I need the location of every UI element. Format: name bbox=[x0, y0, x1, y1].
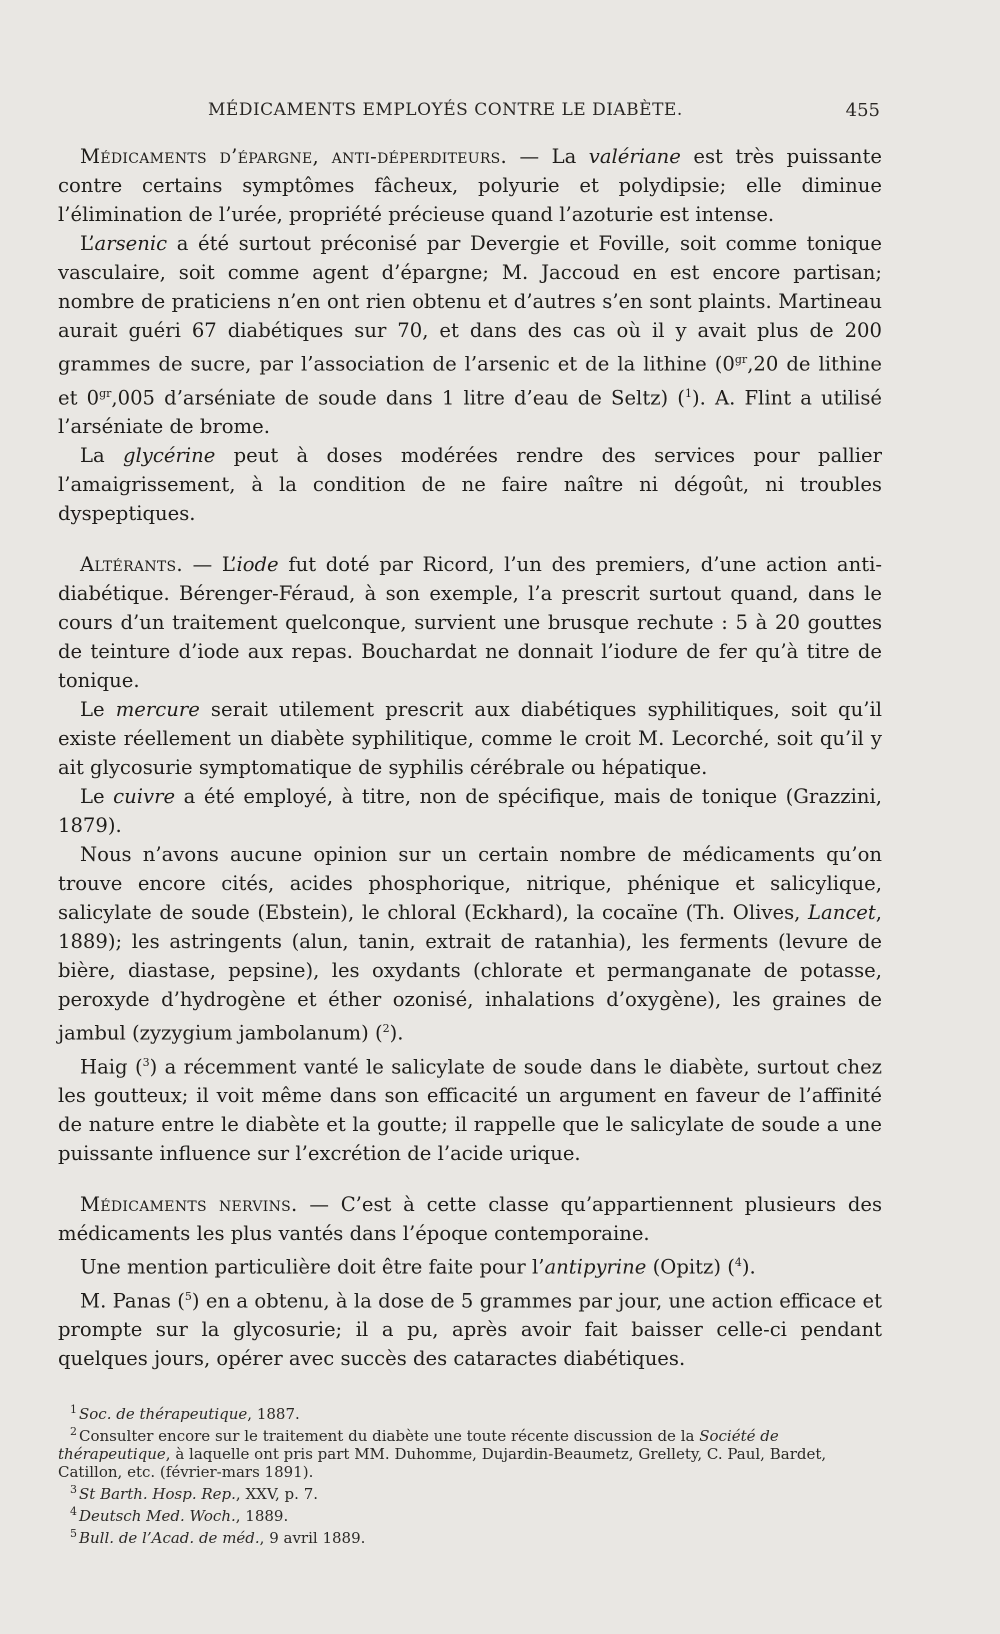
paragraph-medicaments-nervins bbox=[58, 1190, 882, 1248]
term-cuivre: cuivre bbox=[113, 785, 176, 809]
footnote-reference-3: 3 bbox=[142, 1055, 150, 1069]
paragraph-text: L’ bbox=[80, 232, 95, 255]
paragraph-text: Une mention particulière doit être faite pour l’ bbox=[80, 1255, 545, 1279]
footnote-italic: Soc. de thérapeutique bbox=[79, 1405, 248, 1424]
paragraph-text: ,20 de lithine et 0 bbox=[58, 352, 883, 410]
paragraph-text: Nous n’avons aucune opinion sur un certain nombre de médicaments qu’on trouve encore cités, acides phosphorique, nitrique, phénique et salicylique, salicylate de soude (Ebstein), le chloral (Eckhard), la cocaïne (Th. Olives, bbox=[58, 843, 882, 925]
section-gap bbox=[58, 1168, 882, 1190]
term-valeriane: valériane bbox=[588, 145, 681, 168]
paragraph-text: est très puissante contre certains symptômes fâcheux, polyurie et polydipsie; elle diminue l’élimination de l’urée, propriété précieuse quand l’azoturie est intense. bbox=[58, 145, 882, 226]
section-heading-dash: — bbox=[507, 145, 552, 168]
paragraph-panas bbox=[58, 1282, 882, 1374]
paragraph-mercure bbox=[58, 695, 882, 782]
paragraph-text: Le bbox=[80, 785, 114, 809]
footnote-text: , 1889. bbox=[235, 1507, 289, 1526]
footnote-text: Consulter encore sur le traitement du diabète une toute récente discussion de la bbox=[79, 1427, 700, 1446]
term-arsenic: arsenic bbox=[94, 232, 168, 255]
footnote-2 bbox=[58, 1423, 882, 1481]
footnote-reference-2: 2 bbox=[382, 1022, 390, 1036]
footnote-text: , 1887. bbox=[247, 1405, 300, 1424]
footnote-reference-1: 1 bbox=[684, 386, 692, 400]
paragraph-text: ,005 d’arséniate de soude dans 1 litre d’eau de Seltz) ( bbox=[111, 386, 685, 410]
footnote-italic: Société de thérapeutique bbox=[58, 1427, 779, 1464]
footnote-reference-5: 5 bbox=[184, 1289, 192, 1303]
paragraph-text: La bbox=[80, 444, 123, 468]
footnote-number: 5 bbox=[70, 1527, 77, 1541]
paragraph-haig bbox=[58, 1048, 882, 1169]
section-heading-dash: — bbox=[297, 1193, 341, 1217]
paragraph-antipyrine bbox=[58, 1248, 882, 1282]
paragraph-arsenic bbox=[58, 229, 882, 441]
footnote-number: 2 bbox=[70, 1425, 77, 1439]
footnote-number: 3 bbox=[70, 1483, 77, 1497]
paragraph-valeriane bbox=[58, 142, 882, 229]
footnote-italic: Deutsch Med. Woch. bbox=[79, 1507, 236, 1526]
section-gap bbox=[58, 528, 882, 550]
footnote-italic: St Barth. Hosp. Rep. bbox=[79, 1485, 236, 1504]
footnotes bbox=[58, 1401, 882, 1547]
paragraph-text: , 1889); les astringents (alun, tanin, extrait de ratanhia), les ferments (levure de bière, diastase, pepsine), les oxydants (chlorate et permanganate de potasse, peroxyde d’hydrogène et éther ozonisé, inhalations d’oxygène), les graines de jambul (zyzygium jambolanum) ( bbox=[58, 901, 882, 1045]
paragraph-glycerine bbox=[58, 441, 882, 528]
paragraph-text: ) a récemment vanté le salicylate de soude dans le diabète, surtout chez les goutteux; il voit même dans son efficacité un argument en faveur de l’affinité de nature entre le diabète et la goutte; il rappelle que le salicylate de soude a une puissante influence sur l’excrétion de l’acide urique. bbox=[58, 1055, 883, 1166]
section-heading-medicaments-nervins: Médicaments nervins. bbox=[80, 1193, 298, 1217]
footnote-reference-4: 4 bbox=[734, 1256, 742, 1270]
paragraph-text: Le bbox=[80, 698, 116, 722]
paragraph-medicaments-cites bbox=[58, 840, 882, 1048]
journal-lancet: Lancet bbox=[808, 901, 876, 925]
unit-superscript-gr: gr bbox=[734, 353, 748, 366]
paragraph-text: ) en a obtenu, à la dose de 5 grammes par jour, une action efficace et prompte sur la glycosurie; il a pu, après avoir fait baisser celle-ci pendant quelques jours, opérer avec succès des cataractes diabétiques. bbox=[58, 1289, 882, 1371]
paragraph-text: M. Panas ( bbox=[80, 1289, 185, 1313]
unit-superscript-gr: gr bbox=[99, 386, 112, 400]
footnote-italic: Bull. de l’Acad. de méd. bbox=[79, 1529, 260, 1548]
paragraph-text: serait utilement prescrit aux diabétiques syphilitiques, soit qu’il existe réellement un diabète syphilitique, comme le croit M. Lecorché, soit qu’il y ait glycosurie symptomatique de syphilis cérébrale ou hépatique. bbox=[58, 698, 882, 780]
paragraph-text: La bbox=[551, 145, 589, 168]
section-heading-medicaments-epargne: Médicaments d’épargne, anti-déperditeurs. bbox=[80, 145, 508, 168]
term-antipyrine: antipyrine bbox=[544, 1255, 647, 1279]
footnote-text: , 9 avril 1889. bbox=[259, 1529, 366, 1548]
term-mercure: mercure bbox=[115, 698, 200, 722]
paragraph-text: C’est à cette classe qu’appartiennent plusieurs des médicaments les plus vantés dans l’époque contemporaine. bbox=[58, 1193, 883, 1246]
running-header bbox=[58, 100, 882, 134]
running-title: MÉDICAMENTS EMPLOYÉS CONTRE LE DIABÈTE. bbox=[208, 100, 683, 120]
term-iode: iode bbox=[236, 553, 279, 577]
term-glycerine: glycérine bbox=[123, 444, 216, 468]
paragraph-cuivre bbox=[58, 782, 882, 840]
paragraph-iode bbox=[58, 550, 882, 695]
footnote-text: , à laquelle ont pris part MM. Duhomme, Dujardin-Beaumetz, Grellety, C. Paul, Bardet, Catillon, etc. (février-mars 1891). bbox=[58, 1445, 827, 1482]
footnote-number: 4 bbox=[70, 1505, 77, 1519]
paragraph-text: (Opitz) ( bbox=[646, 1255, 735, 1279]
section-heading-dash: — bbox=[182, 553, 222, 577]
paragraph-text: ). bbox=[389, 1021, 404, 1045]
footnote-4 bbox=[58, 1503, 882, 1525]
paragraph-text: Haig ( bbox=[80, 1055, 143, 1079]
paragraph-text: L’ bbox=[221, 553, 237, 577]
footnote-3 bbox=[58, 1481, 882, 1503]
footnote-1 bbox=[58, 1401, 882, 1423]
main-text bbox=[58, 142, 882, 1547]
paragraph-text: ). bbox=[741, 1255, 756, 1279]
section-heading-alterants: Altérants. bbox=[80, 553, 183, 577]
paragraph-text: a été employé, à titre, non de spécifique, mais de tonique (Grazzini, 1879). bbox=[58, 785, 882, 838]
page-number: 455 bbox=[845, 100, 880, 121]
footnote-number: 1 bbox=[70, 1403, 77, 1417]
paragraph-text: ). A. Flint a utilisé l’arséniate de brome. bbox=[58, 386, 882, 439]
paragraph-text: peut à doses modérées rendre des services pour pallier l’amaigrissement, à la condition de ne faire naître ni dégoût, ni troubles dyspeptiques. bbox=[58, 444, 883, 526]
paragraph-text: a été surtout préconisé par Devergie et Foville, soit comme tonique vasculaire, soit comme agent d’épargne; M. Jaccoud en est encore partisan; nombre de praticiens n’en ont rien obtenu et d’autres s’en sont plaints. Martineau aurait guéri 67 diabétiques sur 70, et dans des cas où il y avait plus de 200 grammes de sucre, par l’association de l’arsenic et de la lithine (0 bbox=[58, 232, 882, 376]
footnote-5 bbox=[58, 1525, 882, 1547]
footnote-text: , XXV, p. 7. bbox=[235, 1485, 319, 1504]
paragraph-text: fut doté par Ricord, l’un des premiers, d’une action anti-diabétique. Bérenger-Féraud, à son exemple, l’a prescrit surtout quand, dans le cours d’un traitement quelconque, survient une brusque rechute : 5 à 20 gouttes de teinture d’iode aux repas. Bouchardat ne donnait l’iodure de fer qu’à titre de tonique. bbox=[58, 553, 882, 693]
